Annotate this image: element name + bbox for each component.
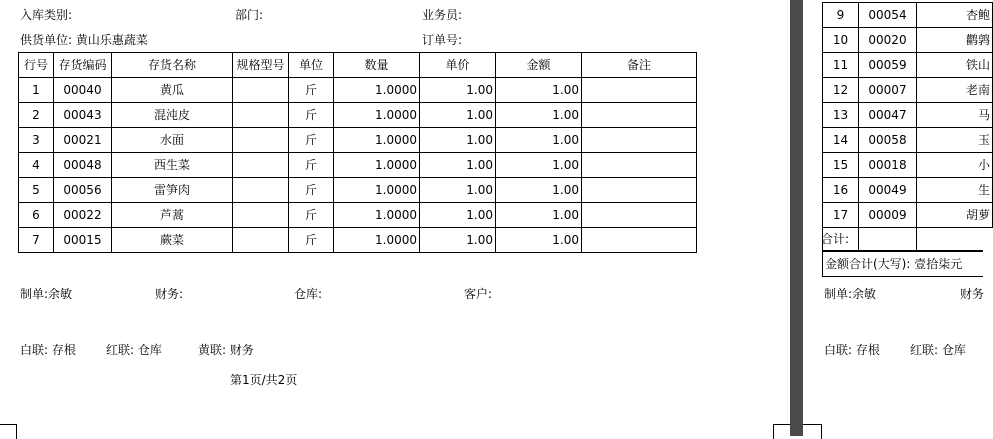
amount-words-label: 金额合计(大写): 壹拾柒元 <box>825 257 963 271</box>
cell-line-no: 1 <box>19 78 54 103</box>
cell-spec <box>233 103 289 128</box>
cell-qty: 1.0000 <box>334 203 420 228</box>
cell-name: 水面 <box>112 128 233 153</box>
cell-line-no: 7 <box>19 228 54 253</box>
cell-code: 00043 <box>54 103 112 128</box>
cell-unit: 斤 <box>289 153 334 178</box>
cell-price: 1.00 <box>420 153 496 178</box>
cell-unit: 斤 <box>289 203 334 228</box>
table-row <box>19 228 697 253</box>
right-cell-line-no: 10 <box>823 28 859 53</box>
cell-line-no: 3 <box>19 128 54 153</box>
copy-red-label: 红联: 仓库 <box>106 343 162 357</box>
right-cell-code: 00020 <box>859 28 917 53</box>
right-cell-line-no: 13 <box>823 103 859 128</box>
cell-line-no: 4 <box>19 153 54 178</box>
table-row <box>19 153 697 178</box>
table-row <box>19 178 697 203</box>
col-header-price: 单价 <box>420 53 496 78</box>
cell-code: 00021 <box>54 128 112 153</box>
col-header-line-no: 行号 <box>19 53 54 78</box>
total-divider-2 <box>916 228 917 250</box>
cell-remark <box>582 78 697 103</box>
cell-code: 00015 <box>54 228 112 253</box>
cell-spec <box>233 228 289 253</box>
cell-amount: 1.00 <box>496 178 582 203</box>
col-header-spec: 规格型号 <box>233 53 289 78</box>
cell-unit: 斤 <box>289 78 334 103</box>
table-header-row <box>19 53 697 78</box>
amount-words-row <box>822 251 983 277</box>
right-cell-name: 生 <box>917 178 993 203</box>
cell-name: 雷笋肉 <box>112 178 233 203</box>
stock-in-table <box>18 52 697 253</box>
cell-price: 1.00 <box>420 178 496 203</box>
cell-remark <box>582 153 697 178</box>
copy-yellow-label: 黄联: 财务 <box>198 343 254 357</box>
total-divider-1 <box>858 228 859 250</box>
right-table-row <box>823 128 993 153</box>
total-label: 合计: <box>821 232 850 246</box>
copy-white-label: 白联: 存根 <box>20 343 76 357</box>
col-header-qty: 数量 <box>334 53 420 78</box>
cell-name: 混沌皮 <box>112 103 233 128</box>
cell-amount: 1.00 <box>496 78 582 103</box>
right-table-row <box>823 28 993 53</box>
right-cell-code: 00049 <box>859 178 917 203</box>
right-maker-label: 制单:余敏 <box>824 287 877 301</box>
cell-price: 1.00 <box>420 78 496 103</box>
crop-mark-bottom-left <box>0 424 17 439</box>
right-cell-name: 胡萝 <box>917 203 993 228</box>
table-row <box>19 203 697 228</box>
page-divider <box>790 0 803 436</box>
right-copy-red-label: 红联: 仓库 <box>910 343 966 357</box>
right-stock-table <box>822 2 993 228</box>
page-indicator: 第1页/共2页 <box>230 373 298 387</box>
right-cell-code: 00047 <box>859 103 917 128</box>
right-cell-code: 00009 <box>859 203 917 228</box>
right-cell-name: 鹳鹑 <box>917 28 993 53</box>
right-cell-code: 00007 <box>859 78 917 103</box>
cell-price: 1.00 <box>420 228 496 253</box>
right-cell-line-no: 17 <box>823 203 859 228</box>
cell-name: 芦蒿 <box>112 203 233 228</box>
right-cell-name: 小 <box>917 153 993 178</box>
cell-qty: 1.0000 <box>334 103 420 128</box>
cell-qty: 1.0000 <box>334 178 420 203</box>
right-copy-white-label: 白联: 存根 <box>824 343 880 357</box>
right-cell-line-no: 12 <box>823 78 859 103</box>
right-table-row <box>823 103 993 128</box>
right-cell-code: 00059 <box>859 53 917 78</box>
right-cell-line-no: 16 <box>823 178 859 203</box>
cell-code: 00056 <box>54 178 112 203</box>
cell-line-no: 5 <box>19 178 54 203</box>
cell-name: 黄瓜 <box>112 78 233 103</box>
cell-code: 00040 <box>54 78 112 103</box>
col-header-name: 存货名称 <box>112 53 233 78</box>
cell-qty: 1.0000 <box>334 228 420 253</box>
cell-name: 蕨菜 <box>112 228 233 253</box>
right-cell-name: 杏鲍 <box>917 3 993 28</box>
right-table-row <box>823 203 993 228</box>
salesman-label: 业务员: <box>422 8 463 22</box>
right-cell-name: 铁山 <box>917 53 993 78</box>
right-cell-name: 老南 <box>917 78 993 103</box>
order-no-label: 订单号: <box>422 33 463 47</box>
right-cell-code: 00054 <box>859 3 917 28</box>
right-table-row <box>823 153 993 178</box>
cell-spec <box>233 178 289 203</box>
cell-remark <box>582 103 697 128</box>
cell-line-no: 2 <box>19 103 54 128</box>
maker-label: 制单:余敏 <box>20 287 73 301</box>
cell-price: 1.00 <box>420 103 496 128</box>
crop-mark-bottom-right <box>773 424 791 439</box>
cell-amount: 1.00 <box>496 203 582 228</box>
cell-unit: 斤 <box>289 178 334 203</box>
right-cell-name: 玉 <box>917 128 993 153</box>
table-row <box>19 78 697 103</box>
cell-spec <box>233 153 289 178</box>
col-header-code: 存货编码 <box>54 53 112 78</box>
right-table-row <box>823 178 993 203</box>
cell-remark <box>582 128 697 153</box>
cell-remark <box>582 178 697 203</box>
dept-label: 部门: <box>235 8 264 22</box>
cell-remark <box>582 203 697 228</box>
cell-qty: 1.0000 <box>334 153 420 178</box>
col-header-unit: 单位 <box>289 53 334 78</box>
right-cell-line-no: 9 <box>823 3 859 28</box>
table-row <box>19 128 697 153</box>
warehouse-label: 仓库: <box>294 287 323 301</box>
total-row <box>822 227 983 251</box>
cell-unit: 斤 <box>289 228 334 253</box>
right-cell-code: 00058 <box>859 128 917 153</box>
cell-amount: 1.00 <box>496 103 582 128</box>
right-cell-line-no: 15 <box>823 153 859 178</box>
right-finance-label: 财务 <box>960 287 985 301</box>
table-row <box>19 103 697 128</box>
right-table-row <box>823 3 993 28</box>
cell-amount: 1.00 <box>496 228 582 253</box>
cell-spec <box>233 78 289 103</box>
finance-label: 财务: <box>155 287 184 301</box>
cell-line-no: 6 <box>19 203 54 228</box>
cell-unit: 斤 <box>289 128 334 153</box>
supplier-label: 供货单位: 黄山乐惠蔬菜 <box>20 33 148 47</box>
crop-mark-right-page <box>803 424 822 439</box>
cell-qty: 1.0000 <box>334 78 420 103</box>
cell-spec <box>233 203 289 228</box>
cell-qty: 1.0000 <box>334 128 420 153</box>
cell-amount: 1.00 <box>496 153 582 178</box>
cell-price: 1.00 <box>420 203 496 228</box>
right-cell-code: 00018 <box>859 153 917 178</box>
right-cell-name: 马 <box>917 103 993 128</box>
cell-spec <box>233 128 289 153</box>
cell-code: 00048 <box>54 153 112 178</box>
right-cell-line-no: 14 <box>823 128 859 153</box>
cell-price: 1.00 <box>420 128 496 153</box>
cell-name: 西生菜 <box>112 153 233 178</box>
right-table-row <box>823 53 993 78</box>
cell-code: 00022 <box>54 203 112 228</box>
col-header-amount: 金额 <box>496 53 582 78</box>
cell-amount: 1.00 <box>496 128 582 153</box>
in-type-label: 入库类别: <box>20 8 73 22</box>
cell-remark <box>582 228 697 253</box>
customer-label: 客户: <box>464 287 493 301</box>
right-table-row <box>823 78 993 103</box>
col-header-remark: 备注 <box>582 53 697 78</box>
right-cell-line-no: 11 <box>823 53 859 78</box>
cell-unit: 斤 <box>289 103 334 128</box>
